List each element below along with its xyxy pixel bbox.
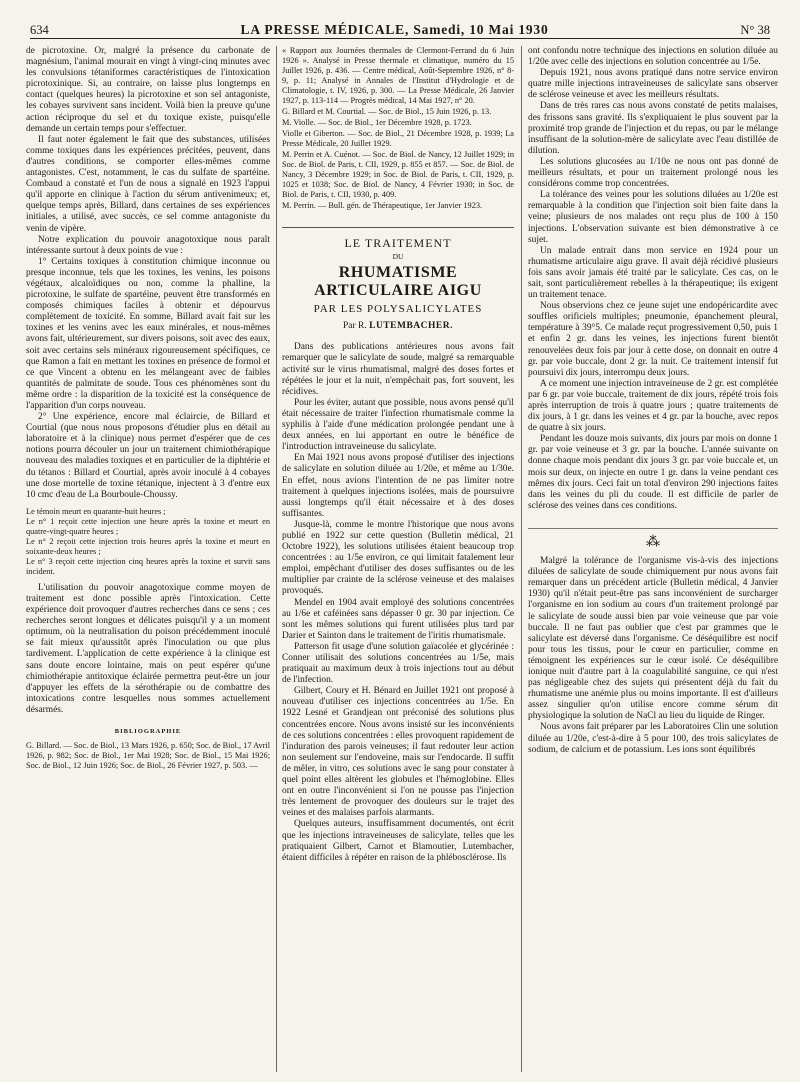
running-header [30,16,770,39]
bibliography [26,741,270,771]
paragraph: Nous avons fait préparer par les Laboratoires Clin une solution diluée au 1/20e, c'est-à-dire à 5 pour 100, des trois salicylates de sodium, de calcium et de potassium. Les ions sont équilibrés [528,722,778,755]
paragraph: Pour les éviter, autant que possible, nous avons pensé qu'il était nécessaire de traiter l'infection rhumatismale comme la syphilis à l'aide d'une médication prolongée pendant une à deux années, en lui apportant en outre le bénéfice de l'introduction intraveineuse du salicylate. [282,397,514,453]
reference: « Rapport aux Journées thermales de Clermont-Ferrand du 6 Juin 1926 ». Analysé in Presse thermale et climatique, numéro du 15 Juillet 1926, p. 436. — Centre médical, Août-Septembre 1926, n° 8-9, p. 11; Analysé in Annales de l'Institut d'Hydrologie et de Climatologie, t. IV, 1926, p. 300. — La Presse Médicale, 26 Janvier 1927, p. 113-114 — Progrès médical, 14 Mai 1927, n° 20. [282,46,514,105]
column-rule [276,46,277,1072]
column-left [26,46,270,1074]
paragraph: Pendant les douze mois suivants, dix jours par mois on donne 1 gr. par voie veineuse et 3 gr. par la bouche. L'année suivante on donne chaque mois pendant dix jours 3 gr. par voie buccale et, un mois sur deux, on injecte en outre 1 gr. dans la veine pendant ces mêmes dix jours. Ceci fait un total d'environ 290 injections faites dans les veines du pli du coude. Il est difficile de parler de sclérose des veines dans ces conditions. [528,434,778,511]
article-author: Par R. LUTEMBACHER. [343,321,453,332]
paragraph: Notre explication du pouvoir anagotoxique nous paraît intéressante surtout à deux points de vue : [26,234,270,256]
result-line: Le n° 2 reçoit cette injection trois heures après la toxine et meurt en soixante-deux heures ; [26,536,270,556]
paragraph: ont confondu notre technique des injections en solution diluée au 1/20e avec celle des injections en solution concentrée au 1/5e. [528,46,778,68]
paragraph: Dans de très rares cas nous avons constaté de petits malaises, des frissons sans gravité. Ils s'expliquaient le plus souvent par la proximité trop grande de l'injection et du repas, ou par le mélange insuffisant de la solution-mère de salicylate avec l'eau distillée de dilution. [528,101,778,156]
article-title: RHUMATISME ARTICULAIRE AIGU [314,264,482,300]
paragraph: 1° Certains toxiques à constitution chimique inconnue ou presque inconnue, tels que les toxines, les venins, les poisons végétaux, alcaloïdiques ou non, comme la phalline, la picrotoxine, le sulfate de spartéine, peuvent être transformés en composés chimiques faciles à obtenir et dépourvus complètement de toxicité. En somme, Billard avait fait sur les toxines et les venins avec les eaux minérales, et nous-mêmes avons fait, ultérieurement, sur divers poisons, soit avec des eaux, soit avec certains sels minéraux rigoureusement spécifiques, ce que Ramon a fait en mettant les toxines en présence de formol et ce que Vincent a obtenu en les mélangeant avec de faibles quantités de palmitate de soude. Tous ces phénomènes sont du même ordre : la disparition de la toxicité est la conséquence de l'apparition d'un corps nouveau. [26,256,270,411]
reference: M. Perrin et A. Cuénot. — Soc. de Biol. de Nancy, 12 Juillet 1929; in Soc. de Biol. de Paris, t. CII, 1929, p. 855 et 857. — Soc. de Biol. de Nancy, 3 Décembre 1929; in Soc. de Biol. de Paris, t. CII, 1929, p. 1025 et 1038; Soc. de Biol. de Nancy, 4 Février 1930; in Soc. de Biol. de Paris, t. CII, 1930, p. 409. [282,150,514,199]
page-number: 634 [30,23,49,37]
result-line: Le témoin meurt en quarante-huit heures ; [26,506,166,516]
references-continued [282,46,514,211]
reference: Violle et Giberton. — Soc. de Biol., 21 Décembre 1928, p. 1939; La Presse Médicale, 20 Juillet 1929. [282,129,514,148]
bibliography-heading: BIBLIOGRAPHIE [114,727,182,735]
paragraph: Nous observions chez ce jeune sujet une endopéricardite avec souffles orificiels multiples; pneumonie, épanchement pleural, température à 39°5. Ce malade reçut progressivement 0,50, puis 1 et enfin 2 gr. dans les veines, les injections furent bientôt renouvelées deux fois par jour à cette dose, on donnait en outre 4 gr. par voie buccale, dont 2 gr. la nuit. Ce traitement intensif fut poursuivi dix jours, interrompu deux jours. [528,301,778,378]
issue-number: N° 38 [740,23,770,37]
reference: M. Violle. — Soc. de Biol., 1er Décembre 1928, p. 1723. [282,118,472,127]
experiment-results [26,507,270,577]
column-middle [282,46,514,1074]
result-line: Le n° 3 reçoit cette injection cinq heures après la toxine et survit sans incident. [26,556,270,576]
reference: G. Billard. — Soc. de Biol., 13 Mars 1926, p. 650; Soc. de Biol., 17 Avril 1926, p. 982; Soc. de Biol., 1er Mai 1928; Soc. de Biol., 15 Mai 1926; Soc. de Biol., 12 Juin 1926; Soc. de Biol., 26 Février 1927, p. 503. — [26,741,270,771]
journal-title: LA PRESSE MÉDICALE, Samedi, 10 Mai 1930 [240,22,549,37]
article-heading [282,227,514,332]
article-kicker-du: DU [392,252,404,262]
paragraph: de picrotoxine. Or, malgré la présence du carbonate de magnésium, l'animal mourait en vingt à vingt-cinq minutes avec les convulsions tétaniformes caractéristiques de l'intoxication picrotoxinique. Si, au contraire, on laisse plus longtemps en contact (quelques heures) la picrotoxine et son sel antagoniste, les cobayes survivent sans incident. Voilà bien la preuve qu'une action réciproque du sel et du toxique existe, puisqu'elle demande un certain temps pour s'effectuer. [26,46,270,134]
paragraph: A ce moment une injection intraveineuse de 2 gr. est complétée par 6 gr. par voie buccale, traitement de dix jours, répété trois fois après interruption de trois à quatre jours ; quatre traitements de dix jours, à 1 gr. dans les veines et 4 gr. par la bouche, avec repos de quatre à six jours. [528,378,778,434]
article-subtitle: PAR LES POLYSALICYLATES [313,303,483,316]
paragraph: 2° Une expérience, encore mal éclaircie, de Billard et Courtial (que nous nous proposons d'étudier plus en détail au laboratoire et à la clinique) nous permet d'espérer que de ces notions pourra découler un jour un traitement chimiothérapique nouveau des maladies toxiques et en particulier de la diphtérie et du tétanos : Billard et Courtial, après avoir inoculé à 4 cobayes une dose mortelle de toxine tétanique, injectent à 3 d'entre eux 10 cmc d'eau de La Bourboule-Choussy. [26,412,270,500]
section-separator: ⁂ [528,528,778,548]
paragraph: Mendel en 1904 avait employé des solutions concentrées au 1/6e et caféinées sans dépasser 0 gr. 30 par injection. Ce sont les mêmes solutions qui furent utilisées plus tard par Darier et Sainton dans le traitement de l'iritis rhumatismale. [282,597,514,641]
paragraph: Un malade entrait dans mon service en 1924 pour un rhumatisme articulaire aigu grave. Il avait déjà récidivé plusieurs fois sans avoir jamais été traité par le salicylate. Ces cas, on le sait, sont particulièrement rebelles à la thérapeutique; ils exigent un traitement tenace. [528,245,778,301]
paragraph: Patterson fit usage d'une solution gaïacolée et glycérinée : Conner utilisait des solutions concentrées au 1/5e, mais pratiquait au maximum deux à trois injections tout au début de l'infection. [282,641,514,686]
paragraph: Les solutions glucosées au 1/10e ne nous ont pas donné de meilleurs résultats, et pour un traitement prolongé nous les considérons comme trop concentrées. [528,156,778,190]
paragraph: Il faut noter également le fait que des substances, utilisées comme toxiques dans les expériences précitées, peuvent, dans d'autres conditions, se comporter elles-mêmes comme antagonistes. C'est, notamment, le cas du sulfate de spartéine. Combaud a constaté et l'un de nous a signalé en 1923 l'appui qu'il apporte en clinique à l'action du sérum antivenimeux; et, quelque temps après, Billard, dans certaines de ses expériences initiales, a utilisé, avec succès, ce sel comme antagoniste du venin de vipère. [26,134,270,234]
column-right [528,46,778,1074]
paragraph: Dans des publications antérieures nous avons fait remarquer que le salicylate de soude, malgré sa remarquable activité sur le virus rhumatismal, malgré des doses fortes et répétées le jour et la nuit, n'empêchait pas, fort souvent, les récidives. [282,342,514,397]
reference: G. Billard et M. Courtial. — Soc. de Biol., 15 Juin 1926, p. 13. [282,107,492,116]
paragraph: Quelques auteurs, insuffisamment documentés, ont écrit que les injections intraveineuses de salicylate, telles que les pratiquaient Gilbert, Carnot et Blamoutier, Lutembacher, étaient difficiles à répéter en raison de la phlébosclérose. Ils [282,819,514,863]
result-line: Le n° 1 reçoit cette injection une heure après la toxine et meurt en quatre-vingt-quatre heures ; [26,516,270,536]
column-rule [521,46,522,1072]
paragraph: En Mai 1921 nous avons proposé d'utiliser des injections de salicylate en solution diluée au 1/20e, et même au 1/30e. En effet, nous avions l'intention de ne pas limiter notre traitement à quelques injections isolées, mais de poursuivre aussi longtemps qu'il était nécessaire et à des doses suffisantes. [282,453,514,519]
paragraph: Depuis 1921, nous avons pratiqué dans notre service environ quatre mille injections intraveineuses de salicylate sans observer de sclérose veineuse et avec les meilleurs résultats. [528,68,778,101]
paragraph: Malgré la tolérance de l'organisme vis-à-vis des injections diluées de salicylate de soude chimiquement pur nous avons fait remarquer dans un précédent article (Bulletin médical, 4 Janvier 1930) qu'il n'était peut-être pas sans inconvénient de surcharger l'organisme en ion sodium au cours d'un traitement prolongé par le salicylate de soude aussi bien par voie veineuse que par voie buccale. Il ne faut pas oublier que c'est par grammes que le salicylate est déversé dans l'organisme. Ce déséquilibre est nocif pour tous les tissus, pour le cœur en particulier, comme en témoignent les expériences sur le cœur isolé. Ce déséquilibre ionique nuit d'autre part à la coagulabilité sanguine, ce qui n'est pas négligeable chez des sujets qui présentent déjà du fait du rhumatisme une anémie plus ou moins importante. Il est d'ailleurs assez singulier qu'on utilise encore comme sérum dit physiologique la solution de NaCl au lieu du liquide de Ringer. [528,556,778,722]
article-kicker: LE TRAITEMENT [344,236,452,250]
paragraph: Jusque-là, comme le montre l'historique que nous avons publié en 1922 sur cette question (Bulletin médical, 21 Octobre 1922), les solutions utilisées étaient beaucoup trop concentrées : au 1/5e environ, ce qui limitait fatalement leur emploi, empêchant d'utiliser des doses suffisantes ou de les multiplier par crainte de la sclérose veineuse et des malaises provoqués. [282,519,514,597]
reference: M. Perrin. — Bull. gén. de Thérapeutique, 1er Janvier 1923. [282,201,483,210]
paragraph: Gilbert, Coury et H. Bénard en Juillet 1921 ont proposé à nouveau d'utiliser ces injections concentrées au 1/5e. En 1922 Lesné et Grandjean ont préconisé des solutions plus concentrées encore. Nous avons insisté sur les inconvénients de ces solutions concentrées : elles provoquent rapidement de l'induration des parois veineuses; il faut redouter leur action non seulement sur l'endoveine, mais sur l'endocarde. Il suffit de mêler, in vitro, ces solutions avec le sang pour constater à quel point elles altèrent les globules et l'hémoglobine. Elles ont en outre l'inconvénient si l'on ne pousse pas l'injection très lentement de provoquer des douleurs sur le trajet des veines et des malaises parfois alarmants. [282,686,514,819]
paragraph: L'utilisation du pouvoir anagotoxique comme moyen de traitement est donc possible après l'intoxication. Cette expérience doit provoquer d'autres recherches dans ce sens ; ces recherches seront longues et délicates puisqu'il y a un moment optimum, où la neutralisation du poison précédemment inoculé se fait mieux qu'aussitôt après l'inoculation ou que plus tardivement. L'application de cette expérience à la clinique est sans doute encore lointaine, mais on peut espérer qu'une chimiothérapie antitoxique éclairée permettra peut-être un jour d'appuyer les effets de la sérothérapie ou de combattre des intoxications contre lesquelles nous sommes actuellement désarmés. [26,582,270,715]
paragraph: La tolérance des veines pour les solutions diluées au 1/20e est remarquable à la condition que l'injection soit bien faite dans la veine; plusieurs de nos malades ont reçu plus de 100 à 150 injections. L'observation suivante est bien démonstrative à ce sujet. [528,190,778,245]
